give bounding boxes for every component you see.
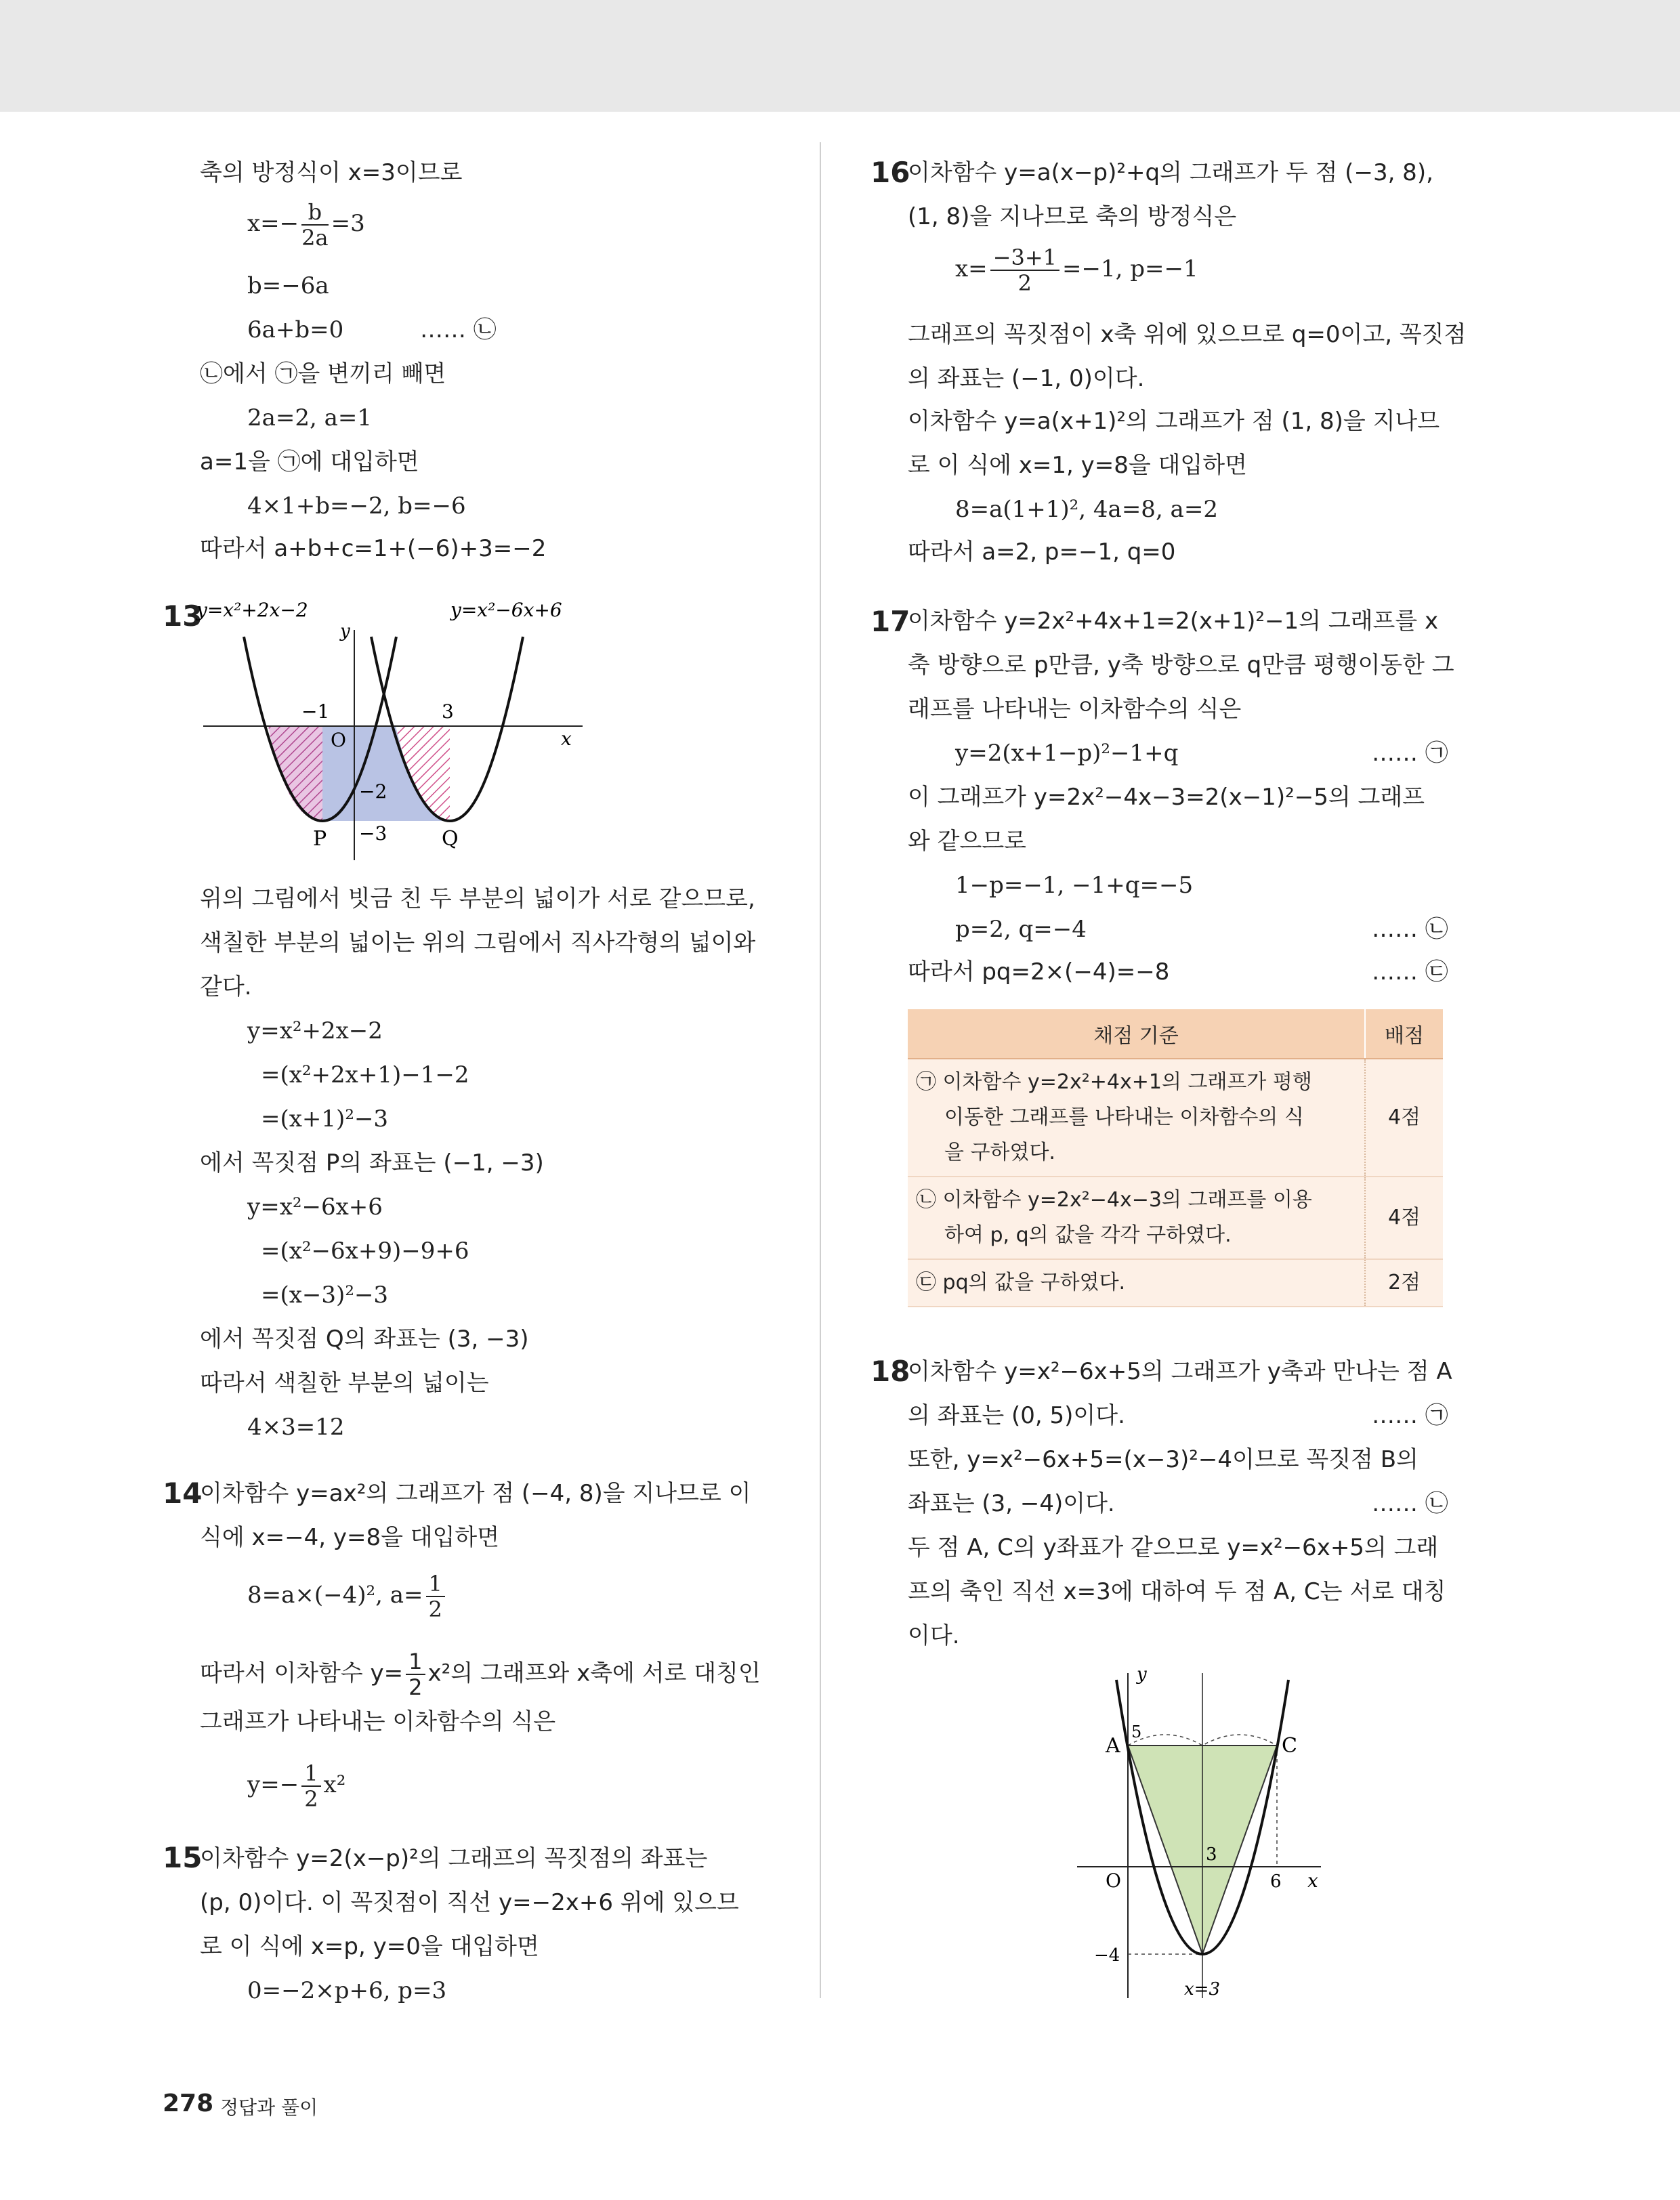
text-line: 축 방향으로 p만큼, y축 방향으로 q만큼 평행이동한 그 (908, 652, 1454, 679)
equation-tag: …… ㉡ (420, 316, 497, 343)
table-header: 채점 기준 (908, 1009, 1365, 1059)
origin-label: O (331, 729, 346, 751)
text-line: 의 좌표는 (−1, 0)이다. (908, 365, 1145, 392)
equation-tag: …… ㉠ (1372, 740, 1448, 767)
text-line: ㉡에서 ㉠을 변끼리 빼면 (200, 360, 446, 387)
text-line: 따라서 a+b+c=1+(−6)+3=−2 (200, 535, 547, 562)
text-line: 축의 방정식이 x=3이므로 (200, 159, 463, 186)
equation-tag: …… ㉠ (1372, 1402, 1448, 1429)
text-line-fraction: 따라서 이차함수 y= $\frac{1}{2}$ x²의 그래프와 x축에 서로 대칭인 (200, 1649, 761, 1700)
text-line: 이차함수 y=a(x−p)²+q의 그래프가 두 점 (−3, 8), (908, 159, 1433, 186)
axis-label: y (340, 621, 350, 641)
text-line: 색칠한 부분의 넓이는 위의 그림에서 직사각형의 넓이와 (200, 929, 756, 956)
q13-graph (190, 596, 596, 867)
text-line: 이차함수 y=2x²+4x+1=2(x+1)²−1의 그래프를 x (908, 608, 1439, 635)
equation-tag: …… ㉡ (1372, 1490, 1448, 1517)
equation-fraction: x= $\frac{-3+1}{2}$ =−1, p=−1 (955, 245, 1198, 296)
equation: 0=−2×p+6, p=3 (247, 1977, 447, 2004)
text-line: 식에 x=−4, y=8을 대입하면 (200, 1524, 500, 1551)
text-line: 의 좌표는 (0, 5)이다. (908, 1402, 1125, 1429)
text-line: 따라서 a=2, p=−1, q=0 (908, 538, 1176, 566)
tick-label: 6 (1270, 1871, 1282, 1892)
hatched-region-left (268, 726, 322, 821)
problem-number: 17 (870, 605, 910, 638)
point-label: P (313, 827, 327, 851)
text-line: 이다. (908, 1622, 960, 1649)
text-line: 에서 꼭짓점 P의 좌표는 (−1, −3) (200, 1149, 544, 1177)
equation-tag: …… ㉢ (1372, 958, 1448, 986)
text-line: 좌표는 (3, −4)이다. (908, 1490, 1115, 1517)
text-line: (p, 0)이다. 이 꼭짓점이 직선 y=−2x+6 위에 있으므 (200, 1889, 739, 1916)
point-label: Q (442, 827, 459, 851)
text-line: 래프를 나타내는 이차함수의 식은 (908, 696, 1242, 723)
origin-label: O (1106, 1869, 1121, 1892)
equation: 1−p=−1, −1+q=−5 (955, 872, 1194, 899)
equation: p=2, q=−4 (955, 916, 1087, 943)
top-banner (0, 0, 1680, 112)
table-cell-score: 4점 (1365, 1177, 1443, 1259)
tick-label: −2 (359, 780, 387, 803)
equation: =(x−3)²−3 (261, 1282, 389, 1309)
axis-label: y (1137, 1664, 1147, 1685)
equation: 8=a(1+1)², 4a=8, a=2 (955, 496, 1218, 523)
grading-table (908, 1009, 1443, 1307)
equation-tag: …… ㉡ (1372, 916, 1448, 943)
equation: 2a=2, a=1 (247, 404, 373, 431)
table-row (908, 1177, 1443, 1259)
table-cell: ㉢ pq의 값을 구하였다. (908, 1259, 1365, 1307)
tick-label: −3 (359, 822, 387, 845)
axis-label: x (1307, 1869, 1318, 1892)
problem-number: 14 (163, 1477, 203, 1510)
equation: 6a+b=0 (247, 316, 344, 343)
axis-label: x (561, 727, 572, 750)
tick-label: −1 (301, 700, 330, 723)
text-line: 위의 그림에서 빗금 친 두 부분의 넓이가 서로 같으므로, (200, 885, 755, 912)
text-line: 따라서 색칠한 부분의 넓이는 (200, 1370, 489, 1397)
text-line: 그래프의 꼭짓점이 x축 위에 있으므로 q=0이고, 꼭짓점 (908, 321, 1467, 348)
tick-label: 5 (1131, 1722, 1142, 1741)
equation-fraction: y=− $\frac{1}{2}$ x² (247, 1760, 346, 1812)
table-row (908, 1259, 1443, 1307)
equation: =(x+1)²−3 (261, 1105, 389, 1133)
problem-number: 13 (163, 599, 203, 633)
text-line: 이차함수 y=ax²의 그래프가 점 (−4, 8)을 지나므로 이 (200, 1480, 751, 1507)
equation: =(x²+2x+1)−1−2 (261, 1061, 469, 1088)
problem-number: 16 (870, 156, 910, 189)
text-line: 와 같으므로 (908, 828, 1027, 855)
text-line: 또한, y=x²−6x+5=(x−3)²−4이므로 꼭짓점 B의 (908, 1446, 1419, 1473)
q18-graph (1064, 1659, 1335, 2012)
text-line: 이차함수 y=x²−6x+5의 그래프가 y축과 만나는 점 A (908, 1358, 1452, 1385)
text-line: 이차함수 y=a(x+1)²의 그래프가 점 (1, 8)을 지나므 (908, 408, 1440, 435)
text-line: (1, 8)을 지나므로 축의 방정식은 (908, 203, 1237, 230)
column-divider (820, 142, 821, 1998)
text-line: 에서 꼭짓점 Q의 좌표는 (3, −3) (200, 1326, 529, 1353)
equation: =(x²−6x+9)−9+6 (261, 1238, 469, 1265)
table-header: 배점 (1365, 1009, 1443, 1059)
text-line: 두 점 A, C의 y좌표가 같으므로 y=x²−6x+5의 그래 (908, 1534, 1439, 1561)
equation-fraction: 8=a×(−4)², a= $\frac{1}{2}$ (247, 1571, 448, 1622)
table-cell: ㉡ 이차함수 y=2x²−4x−3의 그래프를 이용 하여 p, q의 값을 각각 구하였다. (908, 1177, 1365, 1259)
table-cell-score: 4점 (1365, 1059, 1443, 1177)
table-row (908, 1059, 1443, 1177)
tick-label: 3 (1206, 1844, 1217, 1865)
table-cell-score: 2점 (1365, 1259, 1443, 1307)
point-label: C (1282, 1734, 1297, 1758)
problem-number: 15 (163, 1841, 203, 1874)
equation: 4×1+b=−2, b=−6 (247, 492, 466, 520)
tick-label: 3 (442, 700, 454, 723)
text-line: 로 이 식에 x=p, y=0을 대입하면 (200, 1933, 539, 1960)
point-label: A (1106, 1734, 1120, 1758)
table-cell: ㉠ 이차함수 y=2x²+4x+1의 그래프가 평행 이동한 그래프를 나타내는 이차함수의 식 을 구하였다. (908, 1059, 1365, 1177)
equation: 4×3=12 (247, 1414, 345, 1441)
axis-line-label: x=3 (1184, 1979, 1220, 2000)
text-line: a=1을 ㉠에 대입하면 (200, 448, 419, 475)
equation: b=−6a (247, 272, 329, 299)
section-label: 정답과 풀이 (220, 2096, 318, 2119)
text-line: 로 이 식에 x=1, y=8을 대입하면 (908, 452, 1247, 479)
page-number: 278 (163, 2090, 214, 2117)
tick-label: −4 (1094, 1945, 1120, 1966)
text-line: 따라서 pq=2×(−4)=−8 (908, 958, 1170, 986)
text-line: 이차함수 y=2(x−p)²의 그래프의 꼭짓점의 좌표는 (200, 1845, 708, 1872)
text-line: 그래프가 나타내는 이차함수의 식은 (200, 1708, 556, 1735)
equation-fraction: x=− $\frac{b}{2a}$ =3 (247, 199, 365, 251)
text-line: 프의 축인 직선 x=3에 대하여 두 점 A, C는 서로 대칭 (908, 1578, 1446, 1605)
graph-label: y=x²−6x+6 (450, 599, 562, 621)
graph-label: y=x²+2x−2 (196, 599, 308, 621)
equation: y=x²+2x−2 (247, 1017, 383, 1044)
equation: y=x²−6x+6 (247, 1193, 383, 1221)
text-line: 같다. (200, 973, 252, 1000)
problem-number: 18 (870, 1355, 910, 1388)
equation: y=2(x+1−p)²−1+q (955, 740, 1179, 767)
text-line: 이 그래프가 y=2x²−4x−3=2(x−1)²−5의 그래프 (908, 784, 1425, 811)
